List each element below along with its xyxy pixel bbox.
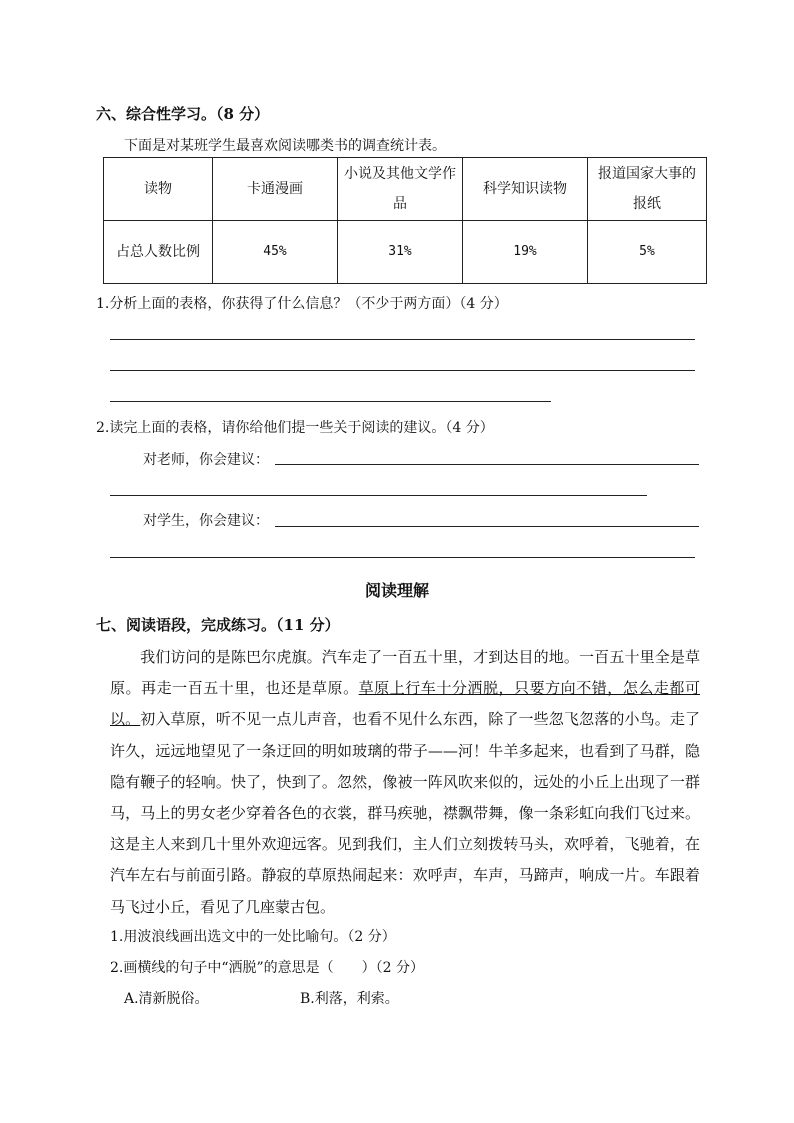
table-row bbox=[104, 221, 707, 284]
answer-line[interactable] bbox=[110, 557, 695, 558]
table-cell: 5% bbox=[588, 221, 707, 284]
question-1: 1.分析上面的表格，你获得了什么信息？（不少于两方面）（4 分） bbox=[96, 296, 508, 312]
student-answer-line[interactable] bbox=[275, 526, 699, 527]
option-b[interactable]: B.利落，利索。 bbox=[300, 991, 399, 1007]
table-header-cell: 读物 bbox=[104, 158, 213, 221]
answer-line[interactable] bbox=[110, 370, 695, 371]
table-header-cell: 卡通漫画 bbox=[213, 158, 338, 221]
passage-text: 初入草原，听不见一点儿声音，也看不见什么东西，除了一些忽飞忽落的小鸟。走了许久，远远地望见了一条迂回的明如玻璃的带子——河！牛羊多起来，也看到了马群，隐隐有鞭子的轻响。快了，快到了。忽然，像被一阵风吹来似的，远处的小丘上出现了一群马，马上的男女老少穿着各色的衣裳，群马疾驰，襟飘带舞，像一条彩虹向我们飞过来。这是主人来到几十里外欢迎远客。见到我们，主人们立刻拨转马头，欢呼着，飞驰着，在汽车左右与前面引路。静寂的草原热闹起来：欢呼声，车声，马蹄声，响成一片。车跟着马飞过小丘，看见了几座蒙古包。 bbox=[110, 710, 700, 916]
table-row-label: 占总人数比例 bbox=[104, 221, 213, 284]
answer-line[interactable] bbox=[110, 339, 695, 340]
student-prompt: 对学生，你会建议： bbox=[143, 513, 269, 529]
underlined-sentence: 草原上行车十分洒脱，只要方向不错，怎么走都可以。 bbox=[110, 679, 700, 729]
answer-line[interactable] bbox=[110, 495, 647, 496]
survey-intro: 下面是对某班学生最喜欢阅读哪类书的调查统计表。 bbox=[124, 138, 446, 154]
table-cell: 19% bbox=[463, 221, 588, 284]
question-7-1: 1.用波浪线画出选文中的一处比喻句。（2 分） bbox=[110, 929, 396, 945]
teacher-answer-line[interactable] bbox=[275, 464, 699, 465]
passage-text: 我们访问的是陈巴尔虎旗。汽车走了一百五十里，才到达目的地。一百五十里全是草原。再走一百五十里，也还是草原。 bbox=[110, 648, 700, 698]
table-header-row bbox=[104, 158, 707, 221]
option-a[interactable]: A.清新脱俗。 bbox=[124, 991, 209, 1007]
teacher-prompt: 对老师，你会建议： bbox=[143, 452, 269, 468]
survey-table bbox=[103, 157, 707, 284]
section-seven-heading: 七、阅读语段，完成练习。（11 分） bbox=[96, 616, 340, 634]
reading-title: 阅读理解 bbox=[364, 581, 429, 600]
table-header-cell: 报道国家大事的报纸 bbox=[588, 158, 707, 221]
table-header-cell: 科学知识读物 bbox=[463, 158, 588, 221]
section-six-heading: 六、综合性学习。（8 分） bbox=[96, 105, 270, 123]
answer-line[interactable] bbox=[110, 401, 551, 402]
table-header-cell: 小说及其他文学作品 bbox=[338, 158, 463, 221]
table-cell: 45% bbox=[213, 221, 338, 284]
table-cell: 31% bbox=[338, 221, 463, 284]
question-2: 2.读完上面的表格，请你给他们提一些关于阅读的建议。（4 分） bbox=[96, 420, 494, 436]
reading-passage bbox=[110, 642, 700, 923]
question-7-2: 2.画横线的句子中“洒脱”的意思是（ ）（2 分） bbox=[110, 960, 425, 976]
